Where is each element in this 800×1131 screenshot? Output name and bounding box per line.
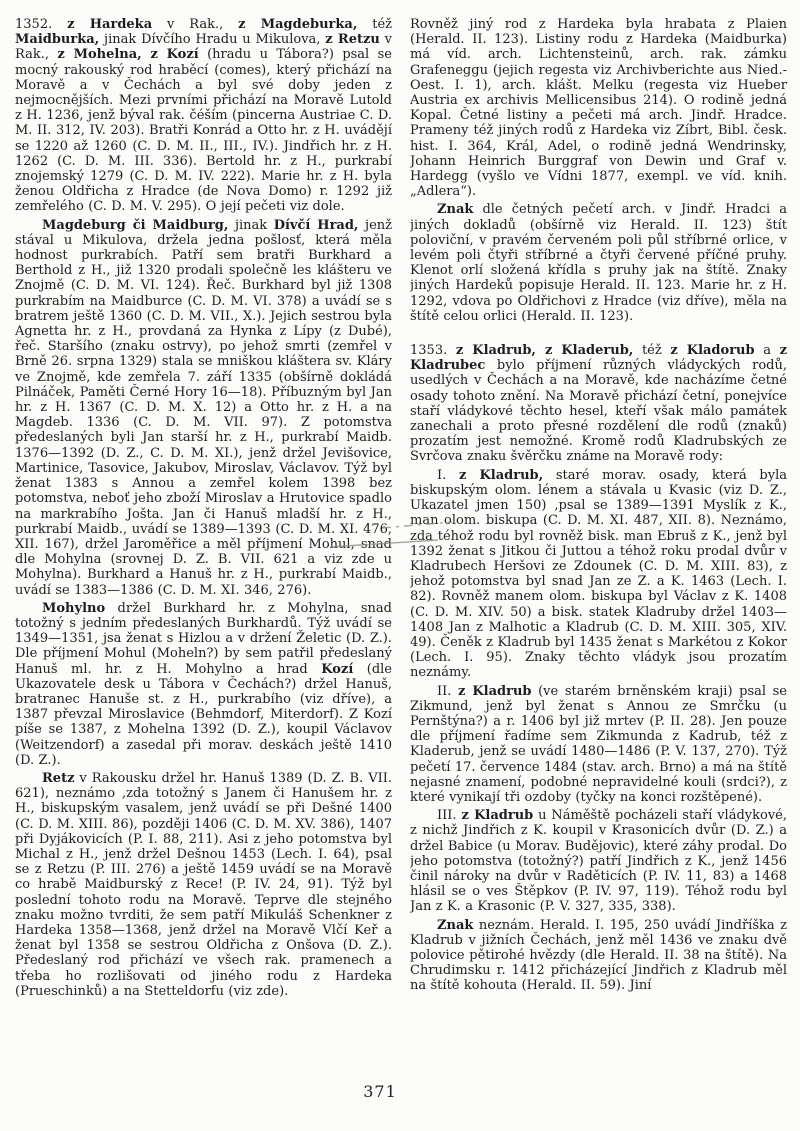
entry-1352-hardeka-text-run: v Rak., bbox=[152, 17, 239, 32]
paragraph-hardeka-continuation-text-run: Rovněž jiný rod z Hardeka byla hrabata z Plaien (Herald. II. 123). Listiny rodu z Hardeka (Maidburka) má víd. arch. Lichtensteinů, arch. rak. zámku Grafeneggu (jejich regesta viz Archivberichte aus Nied.-Oest. I. 1), arch. klášt. Melku (regesta viz Hueber Austria ex archivis Mellicensibus 214). O rodině jedná Kopal. Četné listiny a pečeti má arch. Jindř. Hradce. Prameny též jiných rodů z Hardeka viz Zíbrt, Bibl. česk. hist. I. 364, Král, Adel, o rodině jedná Wendrinsky, Johann Heinrich Burggraf von Dewin und Graf v. Hardegg (vyšlo ve Vídni 1877, exempl. ve víd. knih. „Adlera“). bbox=[410, 17, 787, 200]
entry-1353-kladrub bbox=[410, 343, 787, 465]
entry-1352-hardeka-bold-run: Maidburka, bbox=[15, 32, 100, 48]
paragraph-kladrub-ii-bold-run: z Kladrub bbox=[458, 683, 532, 699]
entry-1352-hardeka-text-run: 1352. bbox=[15, 17, 68, 32]
paragraph-mohylno-text-run: (dle Ukazovatele desk u Tábora v Čechách?) držel Hanuš, bratranec Hanuše st. z H., purkrabího (viz dříve), a 1387 převzal Miroslavice (Behmdorf, Miterdorf). Z Kozí píše se 1387, z Mohelna 1392 (D. Z.), koupil Václavov (Weitzendorf) a zasedal při morav. deskách ještě 1410 (D. Z.). bbox=[15, 661, 392, 768]
entry-1353-kladrub-text-run: 1353. bbox=[410, 343, 456, 359]
entry-1353-kladrub-text-run: bylo příjmení různých vládyckých rodů, usedlých v Čechách a na Moravě, kde nacházíme četné osady tohoto znění. Na Moravě přichází četní, ponejvíce staří vládykové těchto hesel, kteří však málo památek zanechali a proto přesné rozdělení dle rodů (znaků) prozatím jest nemožné. Kromě rodů Kladrubských ze Svrčova znaku švěrčku známe na Moravě rody: bbox=[410, 358, 787, 465]
paragraph-mohylno bbox=[15, 601, 392, 768]
paragraph-kladrub-ii-text-run: (ve starém brněnském kraji) psal se Zikmund, jenž byl ženat s Annou ze Smrčku (u Pernštýna?) a r. 1406 byl již mrtev (P. II. 28). Jen pouze dle příjmení řadíme sem Zikmunda z Kadrub, též z Kladerub, jenž se uvádí 1480—1486 (P. V. 137, 270). Týž pečetí 17. července 1484 (stav. arch. Brno) a má na štítě nejasné znamení, podobné nepravidelné kouli (srdci?), z které vynikají tři ozdoby (tyčky na konci rozštěpené). bbox=[410, 683, 787, 805]
page-number: 371 bbox=[363, 1082, 397, 1101]
entry-1353-kladrub-bold-run: z Kladorub bbox=[670, 343, 755, 359]
paragraph-magdeburg-text-run: jenž stával u Mikulova, držela jedna pošlosť, která měla hodnost purkrabích. Patří sem bratři Burkhard a Berthold z H., již 1320 prodali společně les klášteru ve Znojmě (C. D. M. VI. 124). Řeč. Burkhard byl již 1308 purkrabím na Maidburce (C. D. M. VI. 378) a uvádí se s bratrem ještě 1360 (C. D. M. VII., X.). Jejich sestrou byla Agnetta hr. z H., provdaná za Hynka z Lípy (z Dubé), řeč. Staršího (znaku ostrvy), po jehož smrti (zemřel v Brně 26. srpna 1329) stala se mniškou kláštera sv. Kláry ve Znojmě, kde zemřela 7. září 1335 (obšírně dokládá Pilnáček, Paměti Černé Hory 16—18). Příbuzným byl Jan hr. z H. 1367 (C. D. M. X. 12) a Otto hr. z H. a na Magdeb. 1336 (C. D. M. VII. 97). Z potomstva předeslaných byli Jan starší hr. z H., purkrabí Maidb. 1376—1392 (D. Z., C. D. M. XI.), jenž držel Jevišovice, Martinice, Tasovice, Jakubov, Miroslav, Václavov. Týž byl ženat 1383 s Annou a zemřel kolem 1398 bez potomstva, neboť jeho zboží Miroslav a Hrutovice spadlo na markrabího Jošta. Jan či Hanuš mladší hr. z H., purkrabí Maidb., uvádí se 1389—1393 (C. D. M. XI. 476, XII. 167), držel Jaroměřice a měl příjmení Mohul, snad dle Mohylna (srovnej D. Z. B. VII. 621 a viz zde u Mohylna). Burkhard a Hanuš hr. z H., purkrabí Maidb., uvádí se 1383—1386 (C. D. M. XI. 346, 276). bbox=[15, 217, 392, 598]
paragraph-kladrub-ii-text-run: II. bbox=[437, 683, 458, 699]
entry-1352-hardeka-text-run: v Rak., bbox=[15, 32, 392, 63]
entry-1353-kladrub-bold-run: z Kladrubec bbox=[410, 343, 787, 374]
paragraph-znak-hardeka-text-run: dle četných pečetí arch. v Jindř. Hradci a jiných dokladů (obšírně viz Herald. II. 123) štít poloviční, v pravém červeném poli půl stříbrné orlice, v levém poli čtyři stříbrné a čtyři červené příčné pruhy. Klenot orlí složená křídla s pruhy jak na štítě. Znaky jiných Hardeků popisuje Herald. II. 123. Marie hr. z H. 1292, vdova po Oldřichovi z Hradce (viz dříve), měla na štítě celou orlici (Herald. II. 123). bbox=[410, 202, 787, 324]
entry-1352-hardeka-bold-run: z Mohelna, z Kozí bbox=[57, 47, 199, 63]
paragraph-kladrub-iii-bold-run: z Kladrub bbox=[461, 808, 534, 824]
entry-1352-hardeka-text-run: též bbox=[357, 17, 392, 32]
paragraph-mohylno-text-run: držel Burkhard hr. z Mohylna, snad totožný s jedním předeslaných Burkhardů. Týž uvádí se 1349—1351, jsa ženat s Hizlou a v držení Želetic (D. Z.). Dle příjmení Mohul (Moheln?) by sem patřil předeslaný Hanuš ml. hr. z H. Mohylno a hrad bbox=[15, 600, 392, 677]
paragraph-kladrub-iii-text-run: u Náměště pocházeli staří vládykové, z nichž Jindřich z K. koupil v Krasonicích dvůr (D. Z.) a držel Babice (u Morav. Budějovic), které záhy prodal. Do jeho potomstva (totožný?) patří Jindřich z K., jenž 1456 činil nároky na dvůr v Raděticích (P. IV. 11, 83) a 1468 hlásil se o ves Štěpkov (P. IV. 97, 119). Téhož rodu byl Jan z K. a Krasonic (P. V. 327, 335, 338). bbox=[410, 808, 787, 915]
entry-1352-hardeka-bold-run: z Retzu bbox=[325, 32, 380, 48]
paragraph-znak-hardeka-bold-run: Znak bbox=[437, 202, 474, 218]
entry-1353-kladrub-text-run: a bbox=[754, 343, 780, 359]
paragraph-magdeburg bbox=[15, 218, 392, 598]
paragraph-kladrub-i-bold-run: z Kladrub, bbox=[458, 467, 544, 483]
paragraph-kladrub-iii bbox=[410, 808, 787, 914]
column-right bbox=[410, 17, 787, 1079]
paragraph-retz-text-run: v Rakousku držel hr. Hanuš 1389 (D. Z. B. VII. 621), neznámo ,zda totožný s Janem či Hanušem hr. z H., biskupským vasalem, jenž uvádí se při Dešné 1400 (C. D. M. XIII. 86), později 1406 (C. D. M. XV. 386), 1407 při Dyjákovicích (P. I. 88, 211). Asi z jeho potomstva byl Michal z H., jenž držel Dešnou 1453 (Lech. I. 64), psal se z Retzu (P. III. 276) a ještě 1459 uvádí se na Moravě co hrabě Maidburský z Rece! (P. IV. 24, 91). Týž byl poslední tohoto rodu na Moravě. Teprve dle stejného znaku možno tvrditi, že sem patří Mikuláš Schenkner z Hardeka 1358—1368, jenž držel na Moravě Vlčí Keř a ženat byl 1358 se sestrou Oldřicha z Onšova (D. Z.). Předeslaný rod přichází ve všech rak. pramenech a třeba ho rozlišovati od jiného rodu z Hardeka (Prueschinků) a na Stetteldorfu (viz zde). bbox=[15, 770, 392, 999]
paragraph-kladrub-iii-text-run: III. bbox=[437, 808, 462, 824]
paragraph-znak-kladrub-text-run: neznám. Herald. I. 195, 250 uvádí Jindříška z Kladrub v jižních Čechách, jenž měl 1436 ve znaku dvě polovice pětirohé hvězdy (dle Herald. II. 38 na štítě). Na Chrudimsku r. 1412 přicházející Jindřich z Kladrub měl na štítě kohouta (Herald. II. 59). Jiní bbox=[410, 917, 787, 994]
entry-1352-hardeka-text-run: jinak Dívčího Hradu u Mikulova, bbox=[99, 32, 326, 48]
entry-1353-kladrub-text-run: též bbox=[633, 343, 671, 359]
paragraph-mohylno-bold-run: Kozí bbox=[321, 661, 354, 677]
paragraph-znak-hardeka bbox=[410, 202, 787, 324]
entry-1352-hardeka-bold-run: z Hardeka bbox=[67, 17, 153, 32]
paragraph-retz bbox=[15, 771, 392, 999]
paragraph-kladrub-i-text-run: I. bbox=[437, 467, 459, 483]
paragraph-magdeburg-bold-run: Dívčí Hrad, bbox=[273, 217, 359, 233]
paragraph-znak-kladrub-bold-run: Znak bbox=[437, 917, 474, 933]
entry-1352-hardeka bbox=[15, 17, 392, 215]
paragraph-retz-bold-run: Retz bbox=[42, 770, 75, 786]
paragraph-znak-kladrub bbox=[410, 918, 787, 994]
paragraph-hardeka-continuation bbox=[410, 17, 787, 199]
entry-1352-hardeka-bold-run: z Magdeburka, bbox=[238, 17, 358, 32]
column-left bbox=[15, 17, 392, 1079]
paragraph-kladrub-i bbox=[410, 468, 787, 681]
paragraph-kladrub-i-text-run: staré morav. osady, která byla biskupským olom. lénem a stávala u Kvasic (viz D. Z., Ukazatel jmen 150) ,psal se 1389—1391 Myslík z K., man olom. biskupa (C. D. M. XI. 487, XII. 8). Neznámo, zda téhož rodu byl rovněž bisk. man Ebruš z K., jenž byl 1392 ženat s Jitkou či Juttou a téhož roku prodal dvůr v Kladrubech Heršovi ze Zdounek (C. D. M. XIII. 83), z jehož potomstva byl snad Jan ze Z. a K. 1463 (Lech. I. 82). Rovněž manem olom. biskupa byl Václav z K. 1408 (C. D. M. XIV. 50) a bisk. statek Kladruby držel 1403—1408 Jan z Malhotic a Kladrub (C. D. M. XIII. 305, XIV. 49). Čeněk z Kladrub byl 1435 ženat s Markétou z Kokor (Lech. I. 95). Znaky těchto vládyk jsou prozatím neznámy. bbox=[410, 467, 787, 681]
paragraph-magdeburg-bold-run: Magdeburg či Maidburg, bbox=[42, 217, 229, 233]
paragraph-kladrub-ii bbox=[410, 684, 787, 806]
entry-1353-kladrub-bold-run: z Kladrub, z Kladerub, bbox=[455, 343, 634, 359]
paragraph-mohylno-bold-run: Mohylno bbox=[42, 600, 106, 616]
entry-1352-hardeka-text-run: (hradu u Tábora?) psal se mocný rakouský rod hraběcí (comes), který přichází na Moravě a v Čechách a byl své doby jeden z nejmocnějších. Mezi prvními přichází na Moravě Lutold z H. 1236, jenž býval rak. čéším (pincerna Austriae C. D. M. II. 312, IV. 203). Bratři Konrád a Otto hr. z H. uvádějí se 1220 až 1260 (C. D. M. II., III., IV.). Jindřich hr. z H. 1262 (C. D. M. III. 336). Bertold hr. z H., purkrabí znojemský 1279 (C. D. M. IV. 222). Marie hr. z H. byla ženou Oldřicha z Hradce (de Nova Domo) r. 1292 již zemřelého (C. D. M. V. 295). O její pečeti viz dole. bbox=[15, 47, 392, 215]
paragraph-magdeburg-text-run: jinak bbox=[228, 217, 274, 233]
text-columns bbox=[15, 17, 787, 1079]
